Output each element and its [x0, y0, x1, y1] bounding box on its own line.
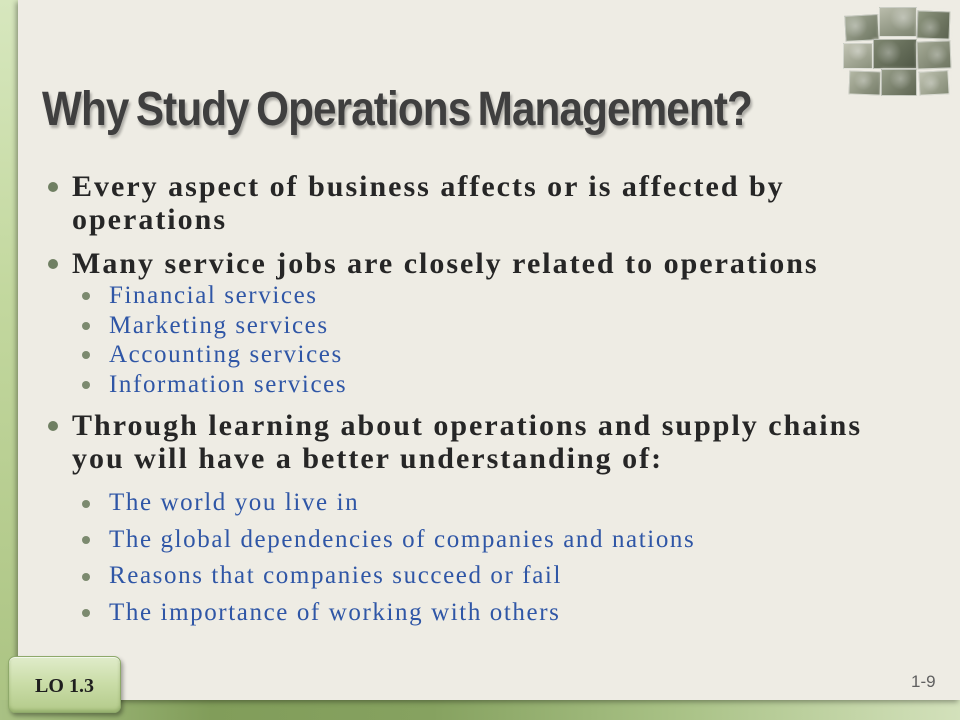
- sub-bullet-text: The global dependencies of companies and nations: [109, 525, 696, 553]
- sub-bullet-item: [109, 595, 894, 632]
- sub-bullet-icon: [82, 573, 90, 581]
- bullet-item: [72, 170, 894, 236]
- sub-bullet-text: Information services: [109, 370, 348, 398]
- slide-title: Why Study Operations Management?: [42, 83, 752, 136]
- photo-tile: [917, 40, 952, 69]
- sub-bullet-icon: [82, 381, 90, 389]
- photo-tile: [844, 14, 879, 42]
- sub-bullet-list: [72, 485, 894, 631]
- photo-tile: [879, 7, 917, 37]
- bullet-text: Many service jobs are closely related to operations: [72, 247, 819, 280]
- photo-tile: [881, 69, 917, 96]
- bullet-text: Every aspect of business affects or is affected by operations: [72, 170, 785, 236]
- sub-bullet-item: [109, 485, 894, 522]
- sub-bullet-item: [109, 558, 894, 595]
- sub-bullet-text: Reasons that companies succeed or fail: [109, 562, 563, 589]
- bullet-line: [72, 409, 894, 475]
- bullet-icon: [48, 182, 58, 192]
- photo-tile: [918, 70, 949, 96]
- left-accent-strip: [0, 0, 18, 720]
- sub-bullet-list: [72, 281, 894, 399]
- photo-tile: [849, 70, 882, 95]
- bullet-line: [72, 247, 894, 280]
- bullet-icon: [48, 421, 58, 431]
- photo-collage-image: [843, 5, 952, 98]
- sub-bullet-icon: [82, 322, 90, 330]
- sub-bullet-text: Financial services: [109, 282, 318, 309]
- sub-bullet-icon: [82, 536, 90, 544]
- sub-bullet-icon: [82, 500, 90, 508]
- bullet-item: [72, 409, 894, 631]
- bottom-accent-strip: [0, 700, 960, 720]
- sub-bullet-item: [109, 311, 894, 341]
- sub-bullet-icon: [82, 609, 90, 617]
- sub-bullet-text: Marketing services: [109, 311, 329, 339]
- bullet-text: Through learning about operations and supply chains you will have a better understanding of:: [72, 409, 862, 475]
- photo-tile: [843, 43, 873, 69]
- sub-bullet-icon: [82, 351, 90, 359]
- sub-bullet-item: [109, 340, 894, 370]
- learning-objective-badge: [8, 656, 121, 713]
- bullet-icon: [48, 259, 58, 269]
- sub-bullet-icon: [82, 292, 90, 300]
- bullet-line: [72, 170, 894, 236]
- sub-bullet-item: [109, 281, 894, 311]
- slide-number: 1-9: [911, 672, 936, 691]
- sub-bullet-item: [109, 370, 894, 400]
- bullet-item: [72, 247, 894, 399]
- sub-bullet-text: The world you live in: [109, 489, 360, 516]
- sub-bullet-text: The importance of working with others: [109, 598, 561, 626]
- sub-bullet-item: [109, 522, 894, 559]
- sub-bullet-text: Accounting services: [109, 341, 343, 368]
- learning-objective-label: LO 1.3: [35, 674, 94, 697]
- bullet-list: [72, 170, 894, 631]
- photo-tile: [917, 10, 951, 39]
- photo-tile: [873, 39, 917, 69]
